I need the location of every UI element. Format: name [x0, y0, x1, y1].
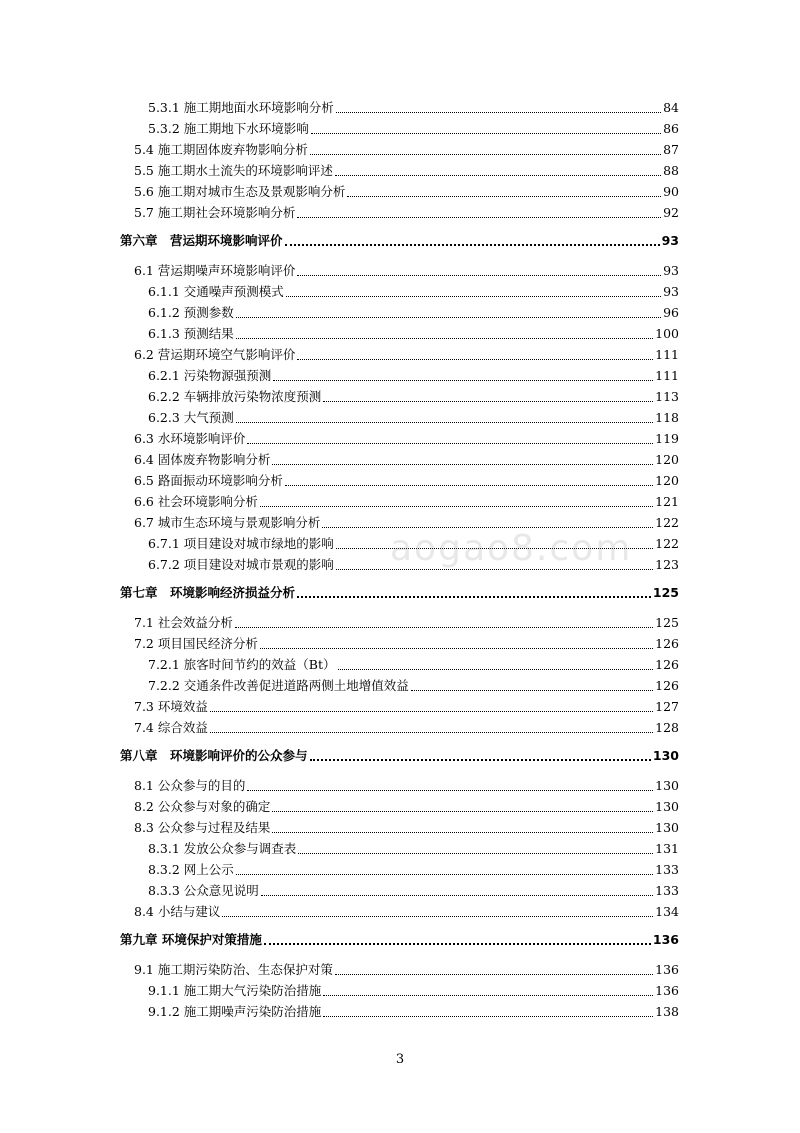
toc-page-number: 93	[663, 263, 679, 278]
toc-entry-title: 5.4 施工期固体废弃物影响分析	[134, 142, 308, 157]
toc-page-number: 88	[663, 163, 679, 178]
toc-page-number: 125	[652, 585, 679, 600]
toc-entry[interactable]	[0, 632, 800, 652]
toc-leader-dots	[336, 538, 653, 549]
toc-leader-dots	[347, 186, 661, 197]
toc-leader-dots	[264, 933, 651, 945]
toc-entry-title: 6.2.1 污染物源强预测	[148, 368, 272, 383]
toc-entry[interactable]	[0, 695, 800, 715]
toc-entry-title: 7.1 社会效益分析	[134, 615, 233, 630]
toc-leader-dots	[322, 517, 653, 528]
toc-leader-dots	[236, 864, 653, 875]
toc-leader-dots	[210, 722, 653, 733]
toc-page-number: 90	[663, 184, 679, 199]
toc-entry[interactable]	[0, 553, 800, 573]
toc-chapter[interactable]	[0, 744, 800, 764]
toc-page-number: 130	[655, 778, 679, 793]
toc-entry[interactable]	[0, 96, 800, 116]
toc-page-number: 133	[655, 862, 679, 877]
toc-page-number: 120	[655, 473, 679, 488]
toc-leader-dots	[297, 265, 661, 276]
toc-entry-title: 6.1.3 预测结果	[148, 326, 234, 341]
toc-page-number: 111	[655, 368, 679, 383]
toc-entry-title: 第九章 环境保护对策措施	[120, 932, 262, 947]
toc-page-number: 86	[663, 121, 679, 136]
toc-entry[interactable]	[0, 448, 800, 468]
toc-entry[interactable]	[0, 900, 800, 920]
toc-page-number: 130	[652, 748, 679, 763]
toc-entry[interactable]	[0, 816, 800, 836]
toc-entry[interactable]	[0, 138, 800, 158]
toc-entry[interactable]	[0, 322, 800, 342]
toc-page-number: 120	[655, 452, 679, 467]
toc-page-number: 84	[663, 100, 679, 115]
toc-entry[interactable]	[0, 858, 800, 878]
toc-leader-dots	[338, 659, 654, 670]
toc-entry-title: 5.6 施工期对城市生态及景观影响分析	[134, 184, 346, 199]
toc-entry-title: 6.5 路面振动环境影响分析	[134, 473, 283, 488]
toc-entry-title: 6.2.3 大气预测	[148, 410, 234, 425]
toc-entry-title: 6.2.2 车辆排放污染物浓度预测	[148, 389, 322, 404]
toc-leader-dots	[310, 144, 661, 155]
toc-entry-title: 第八章 环境影响评价的公众参与	[120, 748, 308, 763]
toc-entry-title: 7.2 项目国民经济分析	[134, 636, 258, 651]
toc-entry[interactable]	[0, 958, 800, 978]
toc-entry[interactable]	[0, 280, 800, 300]
toc-entry[interactable]	[0, 364, 800, 384]
toc-entry-title: 7.4 综合效益	[134, 720, 208, 735]
toc-leader-dots	[285, 234, 660, 246]
toc-leader-dots	[222, 906, 653, 917]
toc-leader-dots	[260, 496, 653, 507]
toc-page-number: 130	[655, 799, 679, 814]
toc-page-number: 118	[655, 410, 679, 425]
toc-entry[interactable]	[0, 117, 800, 137]
toc-leader-dots	[261, 885, 653, 896]
toc-leader-dots	[323, 391, 653, 402]
toc-leader-dots	[286, 286, 661, 297]
toc-entry-title: 6.7 城市生态环境与景观影响分析	[134, 515, 321, 530]
toc-page-number: 136	[655, 983, 679, 998]
toc-entry-title: 6.3 水环境影响评价	[134, 431, 246, 446]
toc-leader-dots	[335, 964, 653, 975]
toc-entry[interactable]	[0, 511, 800, 531]
toc-entry[interactable]	[0, 301, 800, 321]
toc-entry[interactable]	[0, 674, 800, 694]
toc-entry[interactable]	[0, 201, 800, 221]
toc-entry-title: 9.1.1 施工期大气污染防治措施	[148, 983, 322, 998]
toc-entry[interactable]	[0, 259, 800, 279]
toc-leader-dots	[297, 586, 651, 598]
toc-entry-title: 6.4 固体废弃物影响分析	[134, 452, 271, 467]
toc-entry-title: 5.5 施工期水土流失的环境影响评述	[134, 163, 333, 178]
toc-entry-title: 6.2 营运期环境空气影响评价	[134, 347, 296, 362]
toc-entry-title: 6.7.1 项目建设对城市绿地的影响	[148, 536, 334, 551]
toc-page-number: 119	[655, 431, 679, 446]
toc-page-number: 126	[655, 636, 679, 651]
toc-page-number: 121	[655, 494, 679, 509]
toc-page-number: 134	[655, 904, 679, 919]
toc-entry[interactable]	[0, 837, 800, 857]
toc-entry-title: 7.2.1 旅客时间节约的效益（Bt）	[148, 657, 336, 672]
toc-leader-dots	[323, 1006, 653, 1017]
toc-entry-title: 8.3.1 发放公众参与调查表	[148, 841, 297, 856]
toc-entry[interactable]	[0, 385, 800, 405]
toc-entry[interactable]	[0, 1000, 800, 1020]
toc-leader-dots	[236, 412, 653, 423]
toc-leader-dots	[411, 680, 653, 691]
toc-entry[interactable]	[0, 879, 800, 899]
toc-entry[interactable]	[0, 427, 800, 447]
watermark: aogao8.com	[390, 528, 633, 569]
toc-page-number: 87	[663, 142, 679, 157]
toc-entry-title: 6.1 营运期噪声环境影响评价	[134, 263, 296, 278]
toc-leader-dots	[236, 307, 661, 318]
toc-page-number: 123	[655, 557, 679, 572]
toc-leader-dots	[210, 701, 653, 712]
toc-leader-dots	[247, 433, 653, 444]
toc-entry-title: 6.1.1 交通噪声预测模式	[148, 284, 284, 299]
toc-entry-title: 9.1 施工期污染防治、生态保护对策	[134, 962, 333, 977]
toc-leader-dots	[311, 123, 661, 134]
toc-page-number: 126	[655, 657, 679, 672]
toc-page-number: 136	[652, 932, 679, 947]
toc-entry[interactable]	[0, 159, 800, 179]
toc-leader-dots	[310, 749, 651, 761]
page-number: 3	[395, 1052, 405, 1067]
toc-leader-dots	[235, 617, 653, 628]
toc-entry[interactable]	[0, 532, 800, 552]
toc-leader-dots	[272, 801, 653, 812]
toc-entry[interactable]	[0, 979, 800, 999]
toc-page-number: 111	[655, 347, 679, 362]
toc-chapter[interactable]	[0, 928, 800, 948]
toc-leader-dots	[236, 328, 653, 339]
toc-chapter[interactable]	[0, 229, 800, 249]
toc-entry-title: 6.7.2 项目建设对城市景观的影响	[148, 557, 334, 572]
toc-entry[interactable]	[0, 774, 800, 794]
toc-leader-dots	[272, 822, 653, 833]
toc-leader-dots	[323, 985, 653, 996]
toc-page-number: 133	[655, 883, 679, 898]
toc-leader-dots	[336, 559, 653, 570]
toc-page-number: 125	[655, 615, 679, 630]
toc-entry[interactable]	[0, 180, 800, 200]
toc-entry-title: 8.4 小结与建议	[134, 904, 221, 919]
toc-leader-dots	[285, 475, 653, 486]
toc-entry-title: 8.1 公众参与的目的	[134, 778, 246, 793]
toc-entry-title: 5.3.1 施工期地面水环境影响分析	[148, 100, 334, 115]
toc-page-number: 138	[655, 1004, 679, 1019]
toc-page-number: 130	[655, 820, 679, 835]
toc-leader-dots	[297, 349, 653, 360]
toc-page-number: 128	[655, 720, 679, 735]
toc-page-number: 126	[655, 678, 679, 693]
toc-entry[interactable]	[0, 343, 800, 363]
toc-chapter[interactable]	[0, 581, 800, 601]
toc-entry[interactable]	[0, 406, 800, 426]
toc-page-number: 136	[655, 962, 679, 977]
toc-leader-dots	[273, 370, 653, 381]
toc-entry[interactable]	[0, 469, 800, 489]
toc-page-number: 122	[655, 536, 679, 551]
toc-page-number: 96	[663, 305, 679, 320]
toc-page-number: 93	[663, 284, 679, 299]
toc-leader-dots	[336, 102, 661, 113]
toc-entry-title: 8.3.2 网上公示	[148, 862, 234, 877]
toc-leader-dots	[298, 843, 653, 854]
toc-page-number: 92	[663, 205, 679, 220]
toc-entry-title: 6.1.2 预测参数	[148, 305, 234, 320]
toc-entry-title: 6.6 社会环境影响分析	[134, 494, 258, 509]
toc-page-number: 131	[655, 841, 679, 856]
toc-entry-title: 9.1.2 施工期噪声污染防治措施	[148, 1004, 322, 1019]
toc-page-number: 100	[655, 326, 679, 341]
toc-entry[interactable]	[0, 795, 800, 815]
toc-leader-dots	[272, 454, 653, 465]
toc-page-number: 127	[655, 699, 679, 714]
toc-entry[interactable]	[0, 716, 800, 736]
toc-entry[interactable]	[0, 611, 800, 631]
toc-leader-dots	[297, 207, 661, 218]
toc-page-number: 113	[655, 389, 679, 404]
toc-entry[interactable]	[0, 653, 800, 673]
toc-entry[interactable]	[0, 490, 800, 510]
toc-leader-dots	[335, 165, 661, 176]
toc-leader-dots	[247, 780, 653, 791]
toc-page-number: 122	[655, 515, 679, 530]
toc-leader-dots	[260, 638, 653, 649]
toc-entry-title: 8.2 公众参与对象的确定	[134, 799, 271, 814]
toc-entry-title: 8.3.3 公众意见说明	[148, 883, 259, 898]
toc-entry-title: 第六章 营运期环境影响评价	[120, 233, 283, 248]
toc-entry-title: 第七章 环境影响经济损益分析	[120, 585, 296, 600]
toc-entry-title: 5.7 施工期社会环境影响分析	[134, 205, 296, 220]
toc-entry-title: 7.3 环境效益	[134, 699, 208, 714]
toc-entry-title: 8.3 公众参与过程及结果	[134, 820, 271, 835]
toc-page-number: 93	[661, 233, 679, 248]
toc-entry-title: 7.2.2 交通条件改善促进道路两侧土地增值效益	[148, 678, 409, 693]
toc-entry-title: 5.3.2 施工期地下水环境影响	[148, 121, 309, 136]
